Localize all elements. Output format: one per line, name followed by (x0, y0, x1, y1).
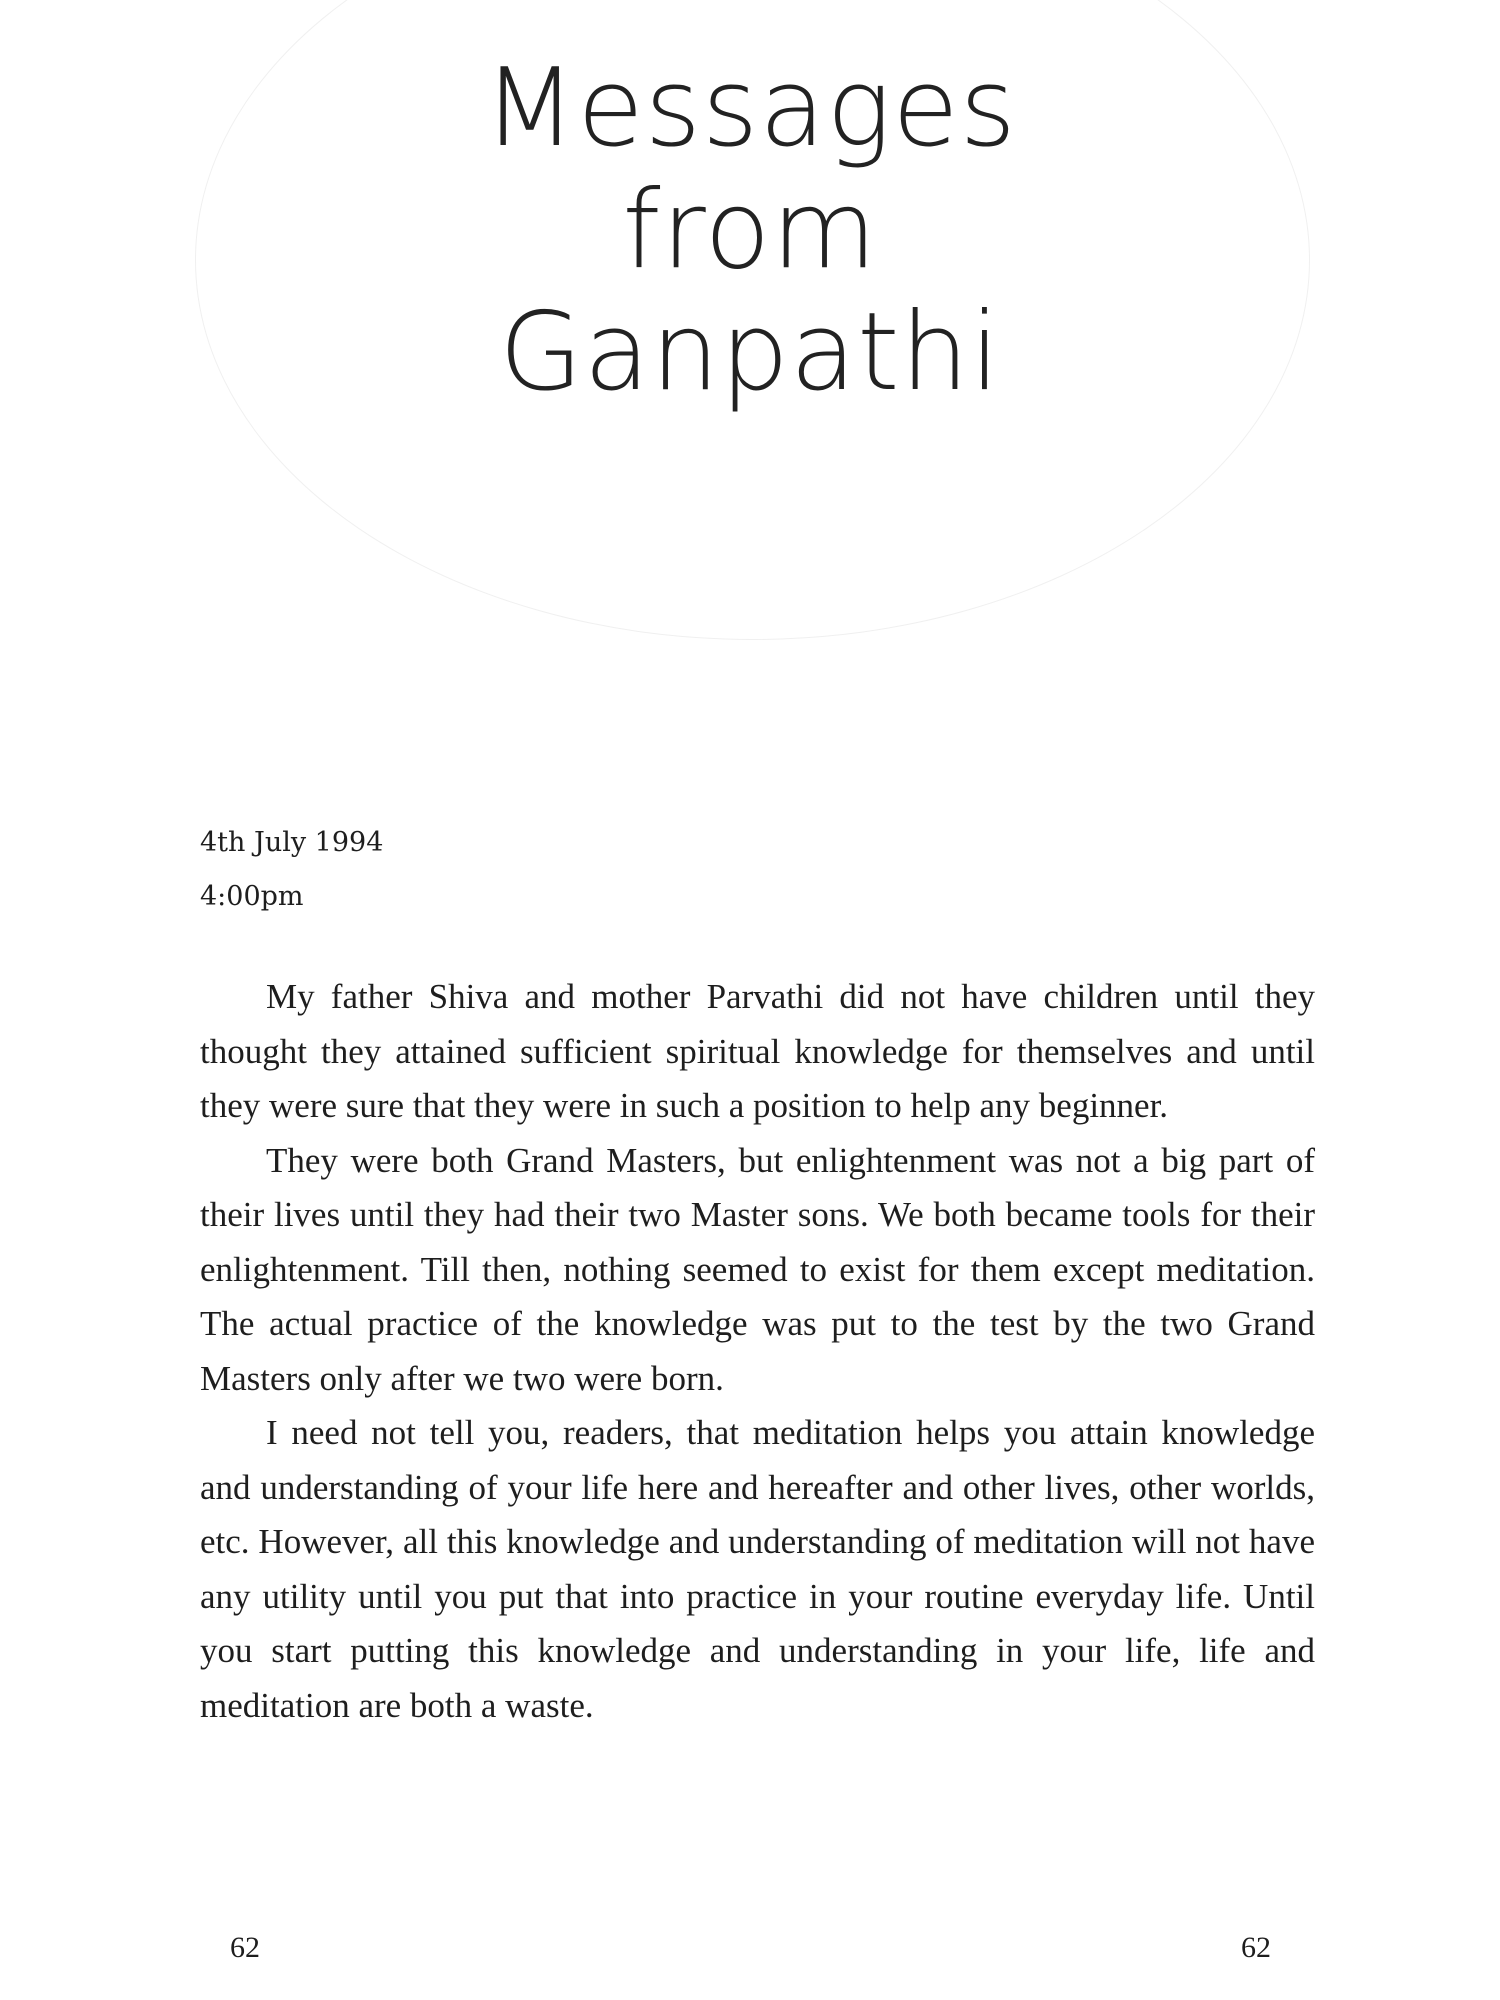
title-line-2: from (622, 168, 878, 293)
entry-time: 4:00pm (200, 881, 304, 912)
paragraph-1: My father Shiva and mother Parvathi did not have children until they thought they attained sufficient spiritual knowledge for themselves and until they were sure that they were in such a position to help any beginner. (200, 977, 1315, 1125)
title-line-3: Ganpathi (499, 290, 1001, 415)
entry-meta (200, 816, 383, 924)
page-number-left: 62 (230, 1931, 260, 1964)
page-number-right: 62 (1241, 1931, 1271, 1964)
chapter-title (0, 48, 1500, 414)
paragraph-3: I need not tell you, readers, that meditation helps you attain knowledge and understanding of your life here and hereafter and other lives, other worlds, etc. However, all this knowledge and understanding of meditation will not have any utility until you put that into practice in your routine everyday life. Until you start putting this knowledge and understanding in your life, life and meditation are both a waste. (200, 1413, 1315, 1725)
body-text (200, 970, 1315, 1733)
title-line-1: Messages (483, 46, 1017, 171)
entry-date: 4th July 1994 (200, 827, 384, 858)
paragraph-2: They were both Grand Masters, but enlightenment was not a big part of their lives until they had their two Master sons. We both became tools for their enlightenment. Till then, nothing seemed to exist for them except meditation. The actual practice of the knowledge was put to the test by the two Grand Masters only after we two were born. (200, 1140, 1315, 1398)
